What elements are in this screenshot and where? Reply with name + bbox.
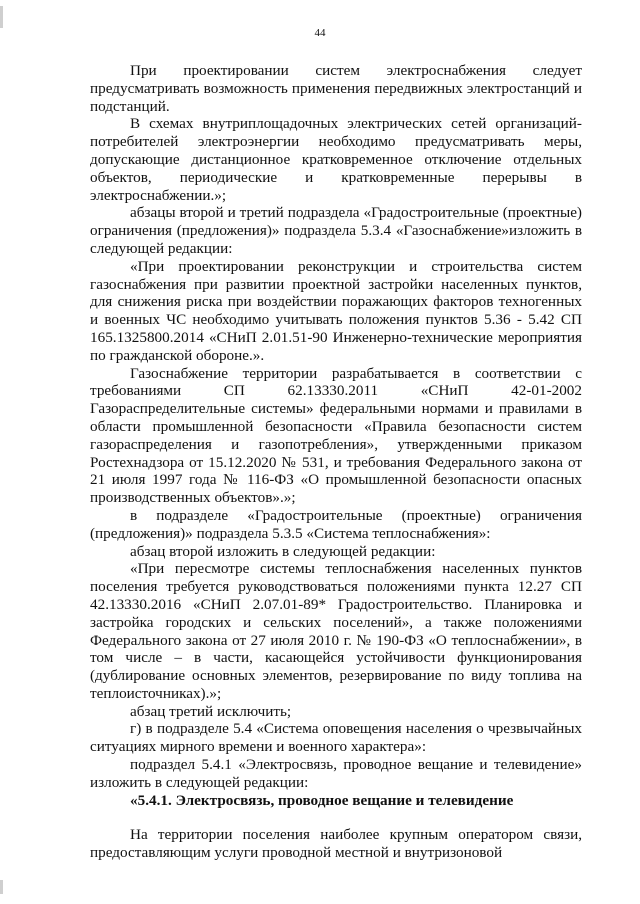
paragraph: абзац второй изложить в следующей редакции:	[130, 542, 436, 560]
section-heading: «5.4.1. Электросвязь, проводное вещание и телевидение	[130, 791, 514, 809]
paragraph: г) в подразделе 5.4 «Система оповещения населения о чрезвычайных ситуациях мирного времени и военного характера»:	[90, 720, 582, 756]
paragraph: «При пересмотре системы теплоснабжения населенных пунктов поселения требуется руководствоваться положениями пункта 12.27 СП 42.13330.2016 «СНиП 2.07.01-89* Градостроительство. Планировка и застройка городских и сельских поселений», а также положениями Федерального закона от 27 июля 2010 г. № 190-ФЗ «О теплоснабжении», в том числе – в части, касающейся устойчивости функционирования (дублирование основных элементов, резервирование по виду топлива на теплоисточниках).»;	[90, 560, 582, 702]
document-body	[90, 62, 582, 862]
paragraph: Газоснабжение территории разрабатывается в соответствии с требованиями СП 62.13330.2011 «СНиП 42-01-2002 Газораспределительные системы» федеральными нормами и правилами в области промышленной безопасности «Правила безопасности систем газораспределения и газопотребления», утвержденными приказом Ростехнадзора от 15.12.2020 № 531, и требования Федерального закона от 21 июля 1997 года № 116-ФЗ «О промышленной безопасности опасных производственных объектов».»;	[90, 364, 582, 507]
paragraph: подраздел 5.4.1 «Электросвязь, проводное вещание и телевидение» изложить в следующей редакции:	[90, 756, 582, 791]
paragraph: абзац третий исключить;	[130, 702, 292, 720]
paragraph: «При проектировании реконструкции и строительства систем газоснабжения при развитии проектной застройки населенных пунктов, для снижения риска при воздействии поражающих факторов техногенных и военных ЧС необходимо учитывать положения пунктов 5.36 - 5.42 СП 165.1325800.2014 «СНиП 2.01.51-90 Инженерно-технические мероприятия по гражданской обороне.».	[90, 257, 582, 364]
paragraph: На территории поселения наиболее крупным оператором связи, предоставляющим услуги проводной местной и внутризоновой	[90, 826, 582, 862]
scan-edge-mark	[0, 880, 3, 894]
scan-edge-mark	[0, 6, 3, 28]
paragraph: в подразделе «Градостроительные (проектные) ограничения (предложения)» подраздела 5.3.5 «Система теплоснабжения»:	[90, 506, 582, 542]
paragraph: При проектировании систем электроснабжения следует предусматривать возможность применения передвижных электростанций и подстанций.	[90, 62, 582, 115]
paragraph: В схемах внутриплощадочных электрических сетей организаций-потребителей электроэнергии необходимо предусматривать меры, допускающие дистанционное кратковременное отключение отдельных объектов, периодические и кратковременные перерывы в электроснабжении.»;	[90, 115, 582, 204]
paragraph: абзацы второй и третий подраздела «Градостроительные (проектные) ограничения (предложения)» подраздела 5.3.4 «Газоснабжение»изложить в следующей редакции:	[90, 204, 582, 257]
page-number: 44	[314, 27, 326, 39]
spacer	[90, 809, 582, 826]
